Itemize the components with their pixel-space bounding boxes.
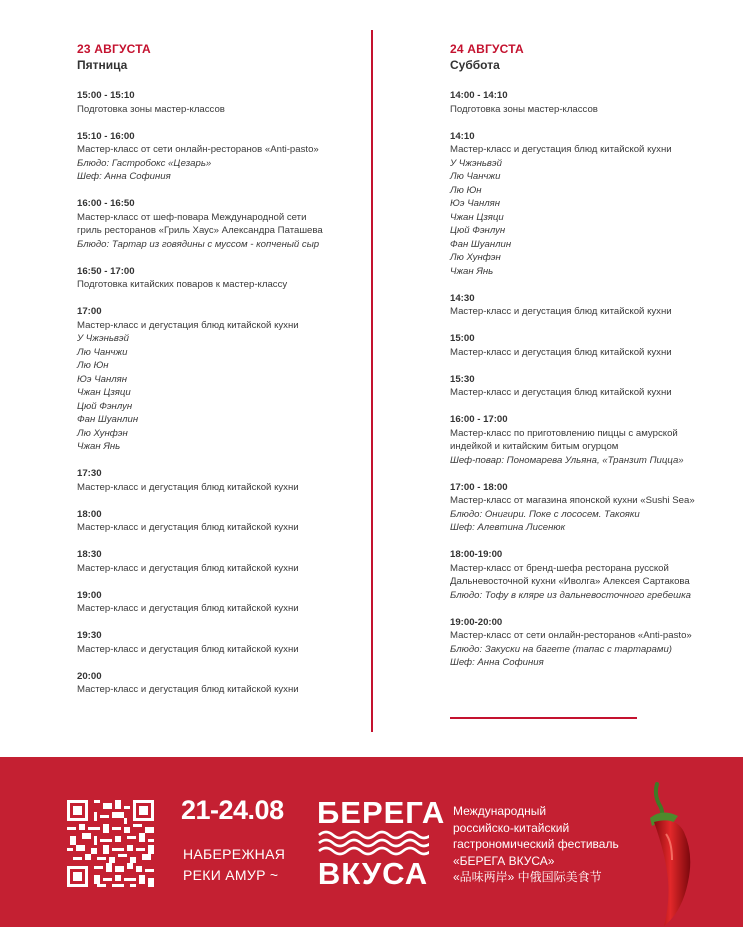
event-detail: Блюдо: Гастробокс «Цезарь»	[77, 157, 212, 169]
fest-line: российско-китайский	[453, 820, 570, 835]
event-description: Подготовка зоны мастер-классов	[450, 103, 598, 115]
day-1-event	[77, 548, 377, 575]
event-description: индейкой и китайским битым огурцом	[450, 441, 619, 452]
event-time: 16:00 - 16:50	[77, 198, 135, 209]
event-detail: Блюдо: Тофу в кляре из дальневосточного гребешка	[450, 589, 692, 601]
event-detail: Шеф: Анна Софиния	[77, 171, 171, 182]
day-2-event	[450, 130, 720, 279]
event-time: 17:30	[77, 468, 102, 479]
qr-code-icon	[67, 800, 154, 887]
event-detail: Лю Чанчжи	[77, 346, 128, 358]
column-divider	[371, 30, 373, 732]
event-description: Мастер-класс от сети онлайн-ресторанов «Anti-pasto»	[450, 630, 692, 641]
event-detail: Цюй Фэнлун	[77, 400, 133, 412]
event-description: Мастер-класс и дегустация блюд китайской кухни	[450, 306, 672, 317]
event-description: Мастер-класс и дегустация блюд китайской кухни	[450, 346, 672, 358]
logo-word-1: БЕРЕГА	[317, 795, 446, 830]
event-time: 14:30	[450, 292, 475, 304]
event-detail: Блюдо: Тартар из говядины с муссом - копченый сыр	[77, 238, 320, 250]
event-detail: Чжан Янь	[77, 441, 121, 452]
day-1-event	[77, 629, 377, 656]
festival-logo	[317, 795, 446, 891]
day-1-event	[77, 305, 377, 454]
event-detail: Блюдо: Онигири. Поке с лососем. Такояки	[450, 508, 640, 520]
event-time: 18:00-19:00	[450, 549, 503, 560]
logo-word-2: ВКУСА	[317, 856, 429, 891]
event-detail: Юэ Чанлян	[450, 198, 501, 209]
event-description: Мастер-класс и дегустация блюд китайской кухни	[77, 522, 299, 533]
footer-banner	[0, 757, 743, 927]
event-description: Дальневосточной кухни «Иволга» Алексея Сартакова	[450, 576, 690, 587]
event-time: 16:50 - 17:00	[77, 265, 135, 277]
event-detail: Лю Юн	[450, 184, 482, 196]
day-2-event	[450, 481, 720, 535]
chili-pepper-icon	[640, 782, 705, 927]
event-detail: Лю Чанчжи	[450, 171, 501, 182]
event-description: Мастер-класс от шеф-повара Международной сети	[77, 211, 307, 223]
day-2-event	[450, 89, 720, 116]
location-line-1: НАБЕРЕЖНАЯ	[183, 846, 286, 862]
day-1-event	[77, 467, 377, 494]
event-time: 19:00-20:00	[450, 616, 503, 628]
event-time: 19:00	[77, 589, 102, 601]
event-time: 15:00	[450, 333, 475, 344]
event-time: 15:30	[450, 373, 475, 385]
event-detail: Шеф: Алевтина Лисенюк	[450, 522, 566, 533]
event-description: Мастер-класс и дегустация блюд китайской кухни	[77, 481, 299, 493]
festival-location	[183, 844, 285, 886]
event-detail: Фан Шуанлин	[77, 414, 139, 425]
event-time: 14:00 - 14:10	[450, 90, 508, 101]
location-line-2: РЕКИ АМУР ~	[183, 867, 279, 883]
event-description: Мастер-класс и дегустация блюд китайской кухни	[77, 319, 299, 331]
event-detail: Лю Хунфэн	[450, 252, 501, 263]
day-2-date: 24 АВГУСТА	[450, 42, 524, 56]
event-description: Подготовка китайских поваров к мастер-классу	[77, 279, 288, 290]
schedule-day-1	[77, 42, 377, 710]
event-detail: Лю Хунфэн	[77, 427, 128, 439]
event-detail: Чжан Янь	[450, 265, 494, 277]
day-1-event	[77, 130, 377, 184]
day-1-event	[77, 589, 377, 616]
day-2-event	[450, 373, 720, 400]
event-description: Мастер-класс и дегустация блюд китайской кухни	[77, 684, 299, 695]
event-detail: Цюй Фэнлун	[450, 225, 506, 236]
day-1-events	[77, 89, 377, 697]
day-1-event	[77, 670, 377, 697]
event-time: 17:00 - 18:00	[450, 481, 508, 493]
event-time: 15:10 - 16:00	[77, 130, 135, 142]
event-description: Мастер-класс по приготовлению пиццы с амурской	[450, 427, 678, 439]
event-time: 16:00 - 17:00	[450, 414, 508, 425]
day-2-event	[450, 413, 720, 467]
fest-line: «БЕРЕГА ВКУСА»	[453, 853, 555, 868]
festival-description	[453, 803, 619, 886]
fest-line: «品味两岸» 中俄国际美食节	[453, 870, 602, 884]
day-2-event	[450, 616, 720, 670]
event-description: Мастер-класс и дегустация блюд китайской кухни	[77, 643, 299, 655]
event-detail: Юэ Чанлян	[77, 373, 128, 385]
waves-icon	[317, 829, 429, 857]
day-1-event	[77, 197, 377, 251]
day-2-event	[450, 292, 720, 319]
event-time: 20:00	[77, 670, 102, 682]
event-detail: У Чжэньвэй	[450, 157, 502, 169]
event-time: 18:00	[77, 508, 102, 520]
day-1-event	[77, 89, 377, 116]
day-2-events	[450, 89, 720, 670]
fest-line: гастрономический фестиваль	[453, 837, 619, 851]
day-2-underline	[450, 717, 637, 719]
event-detail: Шеф-повар: Пономарева Ульяна, «Транзит Пицца»	[450, 454, 684, 466]
event-description: Мастер-класс от сети онлайн-ресторанов «Anti-pasto»	[77, 144, 319, 155]
event-time: 18:30	[77, 549, 102, 560]
day-1-event	[77, 265, 377, 292]
day-1-date: 23 АВГУСТА	[77, 42, 151, 56]
event-detail: Шеф: Анна Софиния	[450, 657, 544, 668]
fest-line: Международный	[453, 804, 547, 818]
event-time: 17:00	[77, 306, 102, 317]
event-time: 14:10	[450, 130, 475, 142]
day-2-weekday: Суббота	[450, 58, 500, 72]
event-description: гриль ресторанов «Гриль Хаус» Александра Паташева	[77, 225, 323, 236]
event-description: Мастер-класс и дегустация блюд китайской кухни	[77, 562, 299, 574]
day-2-event	[450, 332, 720, 359]
event-detail: Чжан Цзяци	[77, 387, 131, 398]
day-2-event	[450, 548, 720, 602]
event-time: 19:30	[77, 630, 102, 641]
event-description: Мастер-класс и дегустация блюд китайской кухни	[450, 144, 672, 155]
day-1-weekday: Пятница	[77, 58, 128, 72]
event-description: Подготовка зоны мастер-классов	[77, 103, 225, 115]
event-description: Мастер-класс от магазина японской кухни «Sushi Sea»	[450, 495, 695, 506]
event-time: 15:00 - 15:10	[77, 90, 135, 101]
event-description: Мастер-класс и дегустация блюд китайской кухни	[77, 603, 299, 614]
event-detail: Лю Юн	[77, 360, 109, 371]
festival-dates: 21-24.08	[181, 795, 284, 825]
event-description: Мастер-класс от бренд-шефа ресторана русской	[450, 562, 669, 574]
event-description: Мастер-класс и дегустация блюд китайской кухни	[450, 387, 672, 398]
day-1-event	[77, 508, 377, 535]
schedule-day-2	[450, 42, 720, 683]
event-detail: Фан Шуанлин	[450, 238, 512, 250]
event-detail: У Чжэньвэй	[77, 333, 129, 344]
event-detail: Чжан Цзяци	[450, 211, 504, 223]
event-detail: Блюдо: Закуски на багете (тапас с тартарами)	[450, 643, 672, 655]
